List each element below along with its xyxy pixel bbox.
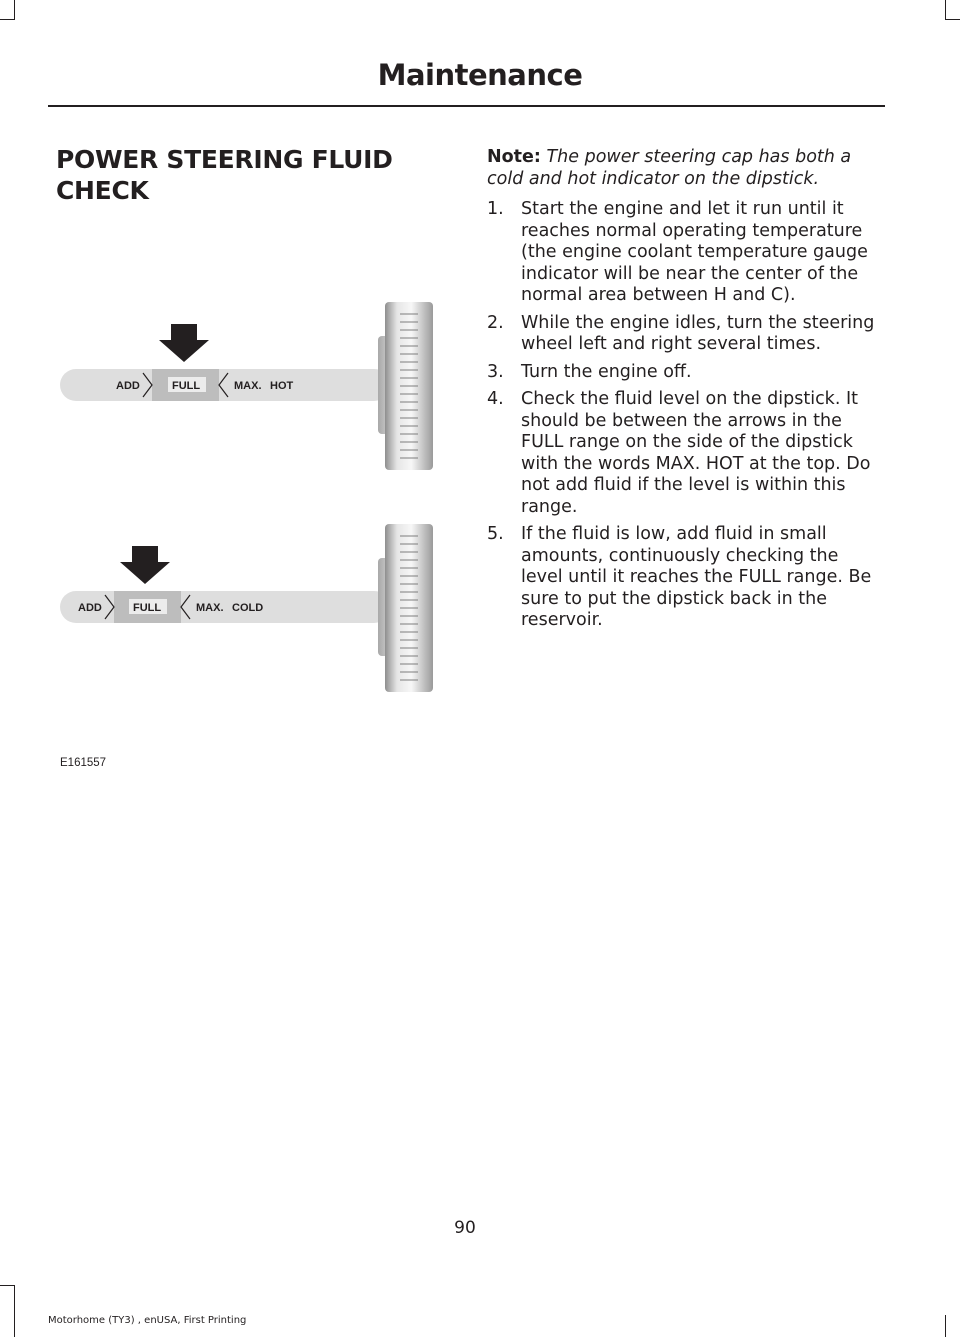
add-label: ADD bbox=[116, 380, 140, 392]
crop-mark-top-left-h bbox=[0, 19, 15, 20]
crop-mark-top-right bbox=[945, 0, 946, 20]
figure-reference: E161557 bbox=[60, 757, 107, 769]
crop-mark-bottom-right bbox=[945, 1315, 946, 1337]
step-text: If the fluid is low, add fluid in small amounts, continuously checking the level until it reaches the FULL range. Be sure to put the dipstick back in the reservoir. bbox=[521, 524, 872, 630]
step-number: 5. bbox=[487, 524, 504, 544]
step-text: Start the engine and let it run until it reaches normal operating temperature (the engine coolant temperature gauge indicator will be near the center of the normal area between H and C). bbox=[521, 199, 868, 305]
max-label: MAX. bbox=[196, 602, 224, 614]
step-text: While the engine idles, turn the steering wheel left and right several times. bbox=[521, 312, 875, 354]
step-text: Check the fluid level on the dipstick. It should be between the arrows in the FULL range on the side of the dipstick with the words MAX. HOT at the top. Do not add fluid if the level is within this range. bbox=[521, 389, 871, 517]
note-label: Note: bbox=[487, 147, 541, 167]
dipstick-blade bbox=[60, 591, 390, 623]
add-label: ADD bbox=[78, 602, 102, 614]
step-number: 2. bbox=[487, 312, 504, 333]
procedure-steps bbox=[487, 199, 882, 638]
header-divider bbox=[48, 105, 885, 107]
crop-mark-top-right-h bbox=[945, 19, 960, 20]
step-item bbox=[487, 313, 882, 356]
step-item bbox=[487, 389, 882, 518]
step-item bbox=[487, 199, 882, 307]
step-number: 3. bbox=[487, 361, 504, 382]
dipstick-illustration bbox=[50, 290, 450, 770]
step-number: 1. bbox=[487, 199, 504, 219]
max-label: MAX. bbox=[234, 380, 262, 392]
step-item bbox=[487, 524, 882, 632]
note-paragraph bbox=[487, 146, 879, 190]
step-item bbox=[487, 362, 882, 384]
step-text: Turn the engine off. bbox=[521, 361, 692, 382]
level-arrow-icon bbox=[159, 324, 209, 362]
step-number: 4. bbox=[487, 389, 504, 409]
crop-mark-top-left bbox=[14, 0, 15, 20]
dipstick-cold bbox=[60, 524, 433, 692]
dipstick-blade bbox=[60, 369, 390, 401]
temp-label: COLD bbox=[232, 602, 264, 614]
full-label: FULL bbox=[133, 602, 162, 614]
level-arrow-icon bbox=[120, 546, 170, 584]
temp-label: HOT bbox=[270, 380, 294, 392]
footer-text: Motorhome (TY3) , enUSA, First Printing bbox=[48, 1315, 247, 1326]
page-number: 90 bbox=[454, 1218, 476, 1238]
full-label: FULL bbox=[172, 380, 201, 392]
note-text: The power steering cap has both a cold and hot indicator on the dipstick. bbox=[487, 147, 852, 189]
crop-mark-bottom-left bbox=[14, 1285, 15, 1337]
section-title: POWER STEERING FLUID CHECK bbox=[56, 145, 393, 205]
dipstick-hot bbox=[60, 302, 433, 470]
page-header-title: Maintenance bbox=[377, 58, 583, 92]
crop-mark-bottom-left-h bbox=[0, 1285, 15, 1286]
